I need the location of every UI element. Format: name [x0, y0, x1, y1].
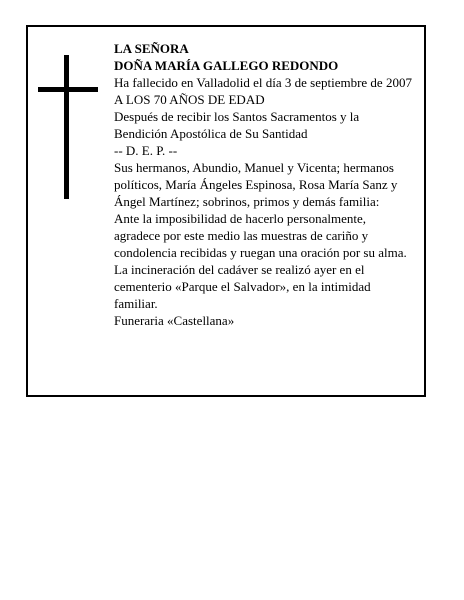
thanks-line: Ante la imposibilidad de hacerlo personalmente, agradece por este medio las muestras de cariño y condolencia recibidas y ruegan una oración por su alma. — [114, 211, 407, 260]
sacraments-line: Después de recibir los Santos Sacramentos y la Bendición Apostólica de Su Santidad — [114, 109, 360, 141]
death-announcement: Ha fallecido en Valladolid el día 3 de septiembre de 2007 — [114, 75, 412, 90]
cross-horizontal-bar — [38, 87, 98, 92]
deceased-name: DOÑA MARÍA GALLEGO REDONDO — [114, 58, 339, 73]
cross-vertical-bar — [64, 55, 69, 199]
funeral-home-line: Funeraria «Castellana» — [114, 313, 235, 328]
obituary-text — [114, 40, 414, 329]
title-line: LA SEÑORA — [114, 41, 189, 56]
family-line: Sus hermanos, Abundio, Manuel y Vicenta; hermanos políticos, María Ángeles Espinosa, Rosa María Sanz y Ángel Martínez; sobrinos, primos y demás familia: — [114, 160, 398, 209]
age-line: A LOS 70 AÑOS DE EDAD — [114, 92, 265, 107]
obituary-notice — [26, 25, 426, 397]
rip-line: -- D. E. P. -- — [114, 143, 178, 158]
cremation-line: La incineración del cadáver se realizó ayer en el cementerio «Parque el Salvador», en la intimidad familiar. — [114, 262, 371, 311]
cross-icon — [38, 55, 98, 199]
